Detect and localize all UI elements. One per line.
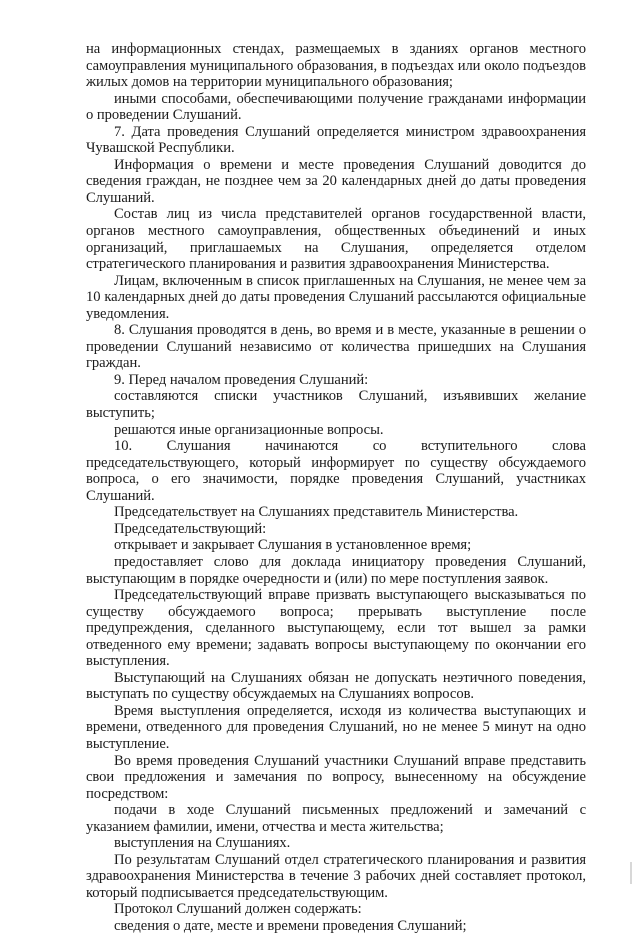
paragraph: подачи в ходе Слушаний письменных предложений и замечаний с указанием фамилии, имени, отчества и места жительства; [86, 802, 586, 835]
paragraph: Во время проведения Слушаний участники Слушаний вправе представить свои предложения и замечания по вопросу, вынесенному на обсуждение посредством: [86, 752, 586, 802]
paragraph: 9. Перед началом проведения Слушаний: [114, 371, 369, 388]
paragraph: Лицам, включенным в список приглашенных на Слушания, не менее чем за 10 календарных дней до даты проведения Слушаний рассылаются официальные уведомления. [86, 272, 586, 322]
paragraph: Председательствующий: [114, 520, 267, 537]
document-body [86, 41, 586, 935]
paragraph: Протокол Слушаний должен содержать: [114, 901, 362, 918]
paragraph: решаются иные организационные вопросы. [114, 421, 384, 438]
paragraph: предоставляет слово для доклада инициатору проведения Слушаний, выступающим в порядке очередности и (или) по мере поступления заявок. [86, 553, 586, 587]
paragraph: Время выступления определяется, исходя из количества выступающих и времени, отведенного для проведения Слушаний, но не менее 5 минут на одно выступление. [86, 702, 586, 752]
paragraph: Выступающий на Слушаниях обязан не допускать неэтичного поведения, выступать по существу обсуждаемых на Слушаниях вопросов. [86, 669, 586, 703]
paragraph: Состав лиц из числа представителей органов государственной власти, органов местного самоуправления, общественных объединений и иных организаций, приглашаемых на Слушания, определяется отделом стратегического планирования и развития здравоохранения Министерства. [86, 206, 586, 273]
paragraph: 8. Слушания проводятся в день, во время и в месте, указанные в решении о проведении Слушаний независимо от количества пришедших на Слушания граждан. [86, 322, 586, 372]
paragraph: выступления на Слушаниях. [114, 835, 291, 852]
paragraph: на информационных стендах, размещаемых в зданиях органов местного самоуправления муниципального образования, в подъездах или около подъездов жилых домов на территории муниципального образования; [86, 41, 586, 91]
paragraph: Председательствует на Слушаниях представитель Министерства. [114, 504, 519, 521]
paragraph: По результатам Слушаний отдел стратегического планирования и развития здравоохранения Министерства в течение 3 рабочих дней составляет протокол, который подписывается председательствующим. [86, 851, 586, 901]
paragraph: 7. Дата проведения Слушаний определяется министром здравоохранения Чувашской Республики. [86, 123, 586, 157]
paragraph: 10. Слушания начинаются со вступительного слова председательствующего, который информирует по существу обсуждаемого вопроса, о его значимости, порядке проведения Слушаний, участниках Слушаний. [86, 438, 586, 504]
paragraph: иными способами, обеспечивающими получение гражданами информации о проведении Слушаний. [86, 90, 586, 124]
paragraph: открывает и закрывает Слушания в установленное время; [114, 537, 472, 554]
paragraph: составляются списки участников Слушаний, изъявивших желание выступить; [86, 388, 586, 422]
paragraph: сведения о дате, месте и времени проведения Слушаний; [114, 917, 467, 934]
paragraph: Информация о времени и месте проведения Слушаний доводится до сведения граждан, не позднее чем за 20 календарных дней до даты проведения Слушаний. [86, 156, 586, 206]
paragraph: Председательствующий вправе призвать выступающего высказываться по существу обсуждаемого вопроса; прерывать выступление после предупреждения, сделанного выступающему, если тот вышел за рамки отведенного ему времени; задавать вопросы выступающему по окончании его выступления. [86, 587, 586, 670]
scan-edge-mark [630, 862, 632, 884]
